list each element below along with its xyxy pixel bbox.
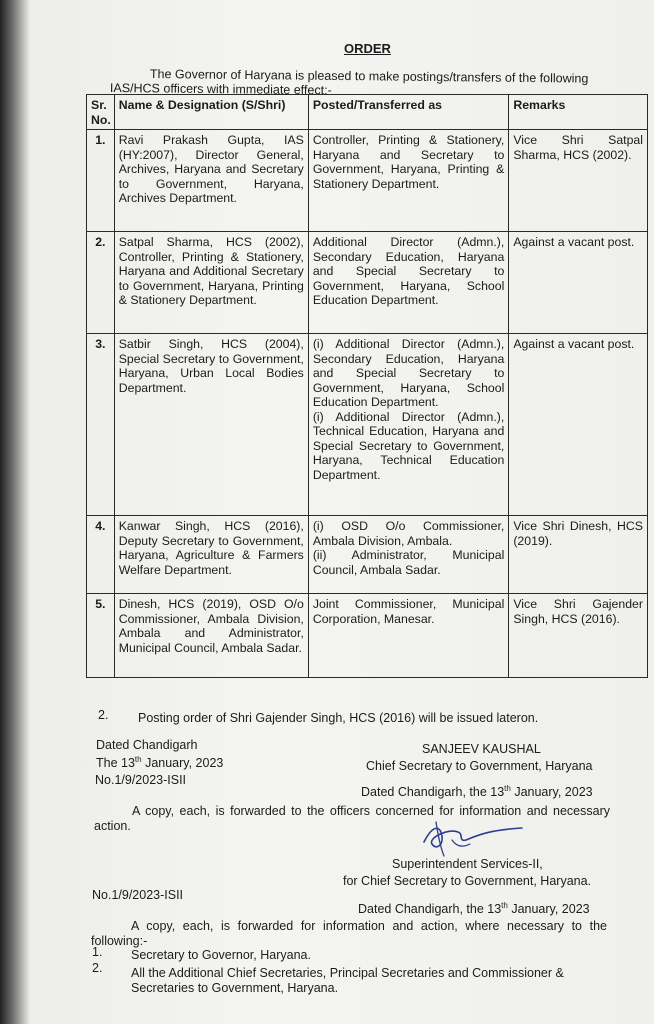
row-posted-part-a: (i) OSD O/o Commissioner, Ambala Division, Ambala. [312,519,505,548]
list-item-text: Secretary to Governor, Haryana. [131,948,311,962]
table-row [87,594,648,678]
signatory-designation: Chief Secretary to Government, Haryana [366,759,593,773]
handwritten-signature [418,816,528,858]
page-edge-shadow [0,0,30,1024]
note-number: 2. [98,708,109,722]
dated-place: Dated Chandigarh [96,738,198,752]
header-name-designation: Name & Designation (S/Shri) [114,95,308,130]
row-sr: 1. [87,130,115,232]
header-remarks: Remarks [509,95,648,130]
row-name: Kanwar Singh, HCS (2016), Deputy Secretary to Government, Haryana, Agriculture & Farmers Welfare Department. [114,516,308,594]
row-posted-part-b: (i) Additional Director (Admn.), Technical Education, Haryana and Special Secretary to Government, Haryana, Technical Education Department. [312,409,505,482]
endorsement2-dated: Dated Chandigarh, the 13th January, 2023 [358,901,590,917]
signatory-name: SANJEEV KAUSHAL [422,742,541,756]
row-sr: 5. [87,594,115,678]
note-text: Posting order of Shri Gajender Singh, HCS (2016) will be issued lateron. [138,711,539,725]
row-posted [308,516,509,594]
row-name: Satbir Singh, HCS (2004), Special Secretary to Government, Haryana, Urban Local Bodies Department. [114,334,308,516]
row-posted-part-a: (i) Additional Director (Admn.), Secondary Education, Haryana and Special Secretary to Government, Haryana, School Education Department. [312,337,505,409]
row-remarks: Against a vacant post. [509,334,648,516]
row-name: Dinesh, HCS (2019), OSD O/o Commissioner, Ambala Division, Ambala and Administrator, Municipal Council, Ambala Sadar. [114,594,308,678]
row-sr: 4. [87,516,115,594]
row-remarks: Vice Shri Gajender Singh, HCS (2016). [509,594,648,678]
signatory2-designation: Superintendent Services-II, [392,857,543,871]
row-posted: Controller, Printing & Stationery, Haryana and Secretary to Government, Haryana, Printing & Stationery Department. [308,130,509,232]
row-posted: Additional Director (Admn.), Secondary Education, Haryana and Special Secretary to Government, Haryana, School Education Department. [308,232,509,334]
intro-line-2: IAS/HCS officers with immediate effect:- [109,81,332,98]
table-row [87,334,648,516]
endorsement-dated: Dated Chandigarh, the 13th January, 2023 [361,784,593,800]
signatory2-for: for Chief Secretary to Government, Haryana. [343,874,592,888]
list-item-number: 1. [92,945,103,959]
row-name: Ravi Prakash Gupta, IAS (HY:2007), Director General, Archives, Haryana and Secretary to Government, Haryana, Archives Department. [114,130,308,232]
table-row [87,130,648,232]
list-item-number: 2. [92,961,103,975]
row-posted: Joint Commissioner, Municipal Corporation, Manesar. [308,594,509,678]
row-posted-part-b: (ii) Administrator, Municipal Council, Ambala Sadar. [312,548,505,577]
endorsement-text: A copy, each, is forwarded to the officers concerned for information and necessary action. [94,804,610,833]
endorsement2-ref: No.1/9/2023-ISII [92,888,184,902]
row-sr: 2. [87,232,115,334]
dated-date: The 13th January, 2023 [96,755,224,771]
endorsement-ref: No.1/9/2023-ISII [95,773,187,787]
row-remarks: Vice Shri Satpal Sharma, HCS (2002). [509,130,648,232]
table-row [87,232,648,334]
row-remarks: Against a vacant post. [509,232,648,334]
endorsement2-text: A copy, each, is forwarded for information and action, where necessary to the following:- [91,919,607,948]
table-row [87,516,648,594]
intro-line-1: The Governor of Haryana is pleased to make postings/transfers of the following [149,67,589,86]
header-posted-as: Posted/Transferred as [308,95,509,130]
row-posted [308,334,509,516]
postings-table [86,94,648,678]
row-sr: 3. [87,334,115,516]
header-sr-no: Sr. No. [87,95,115,130]
row-name: Satpal Sharma, HCS (2002), Controller, Printing & Stationery, Haryana and Additional Secretary to Government, Haryana, Printing & Stationery Department. [114,232,308,334]
list-item-text: All the Additional Chief Secretaries, Principal Secretaries and Commissioner & Secretaries to Government, Haryana. [131,966,564,995]
table-header-row [87,95,648,130]
order-title: ORDER [344,41,391,56]
row-remarks: Vice Shri Dinesh, HCS (2019). [509,516,648,594]
